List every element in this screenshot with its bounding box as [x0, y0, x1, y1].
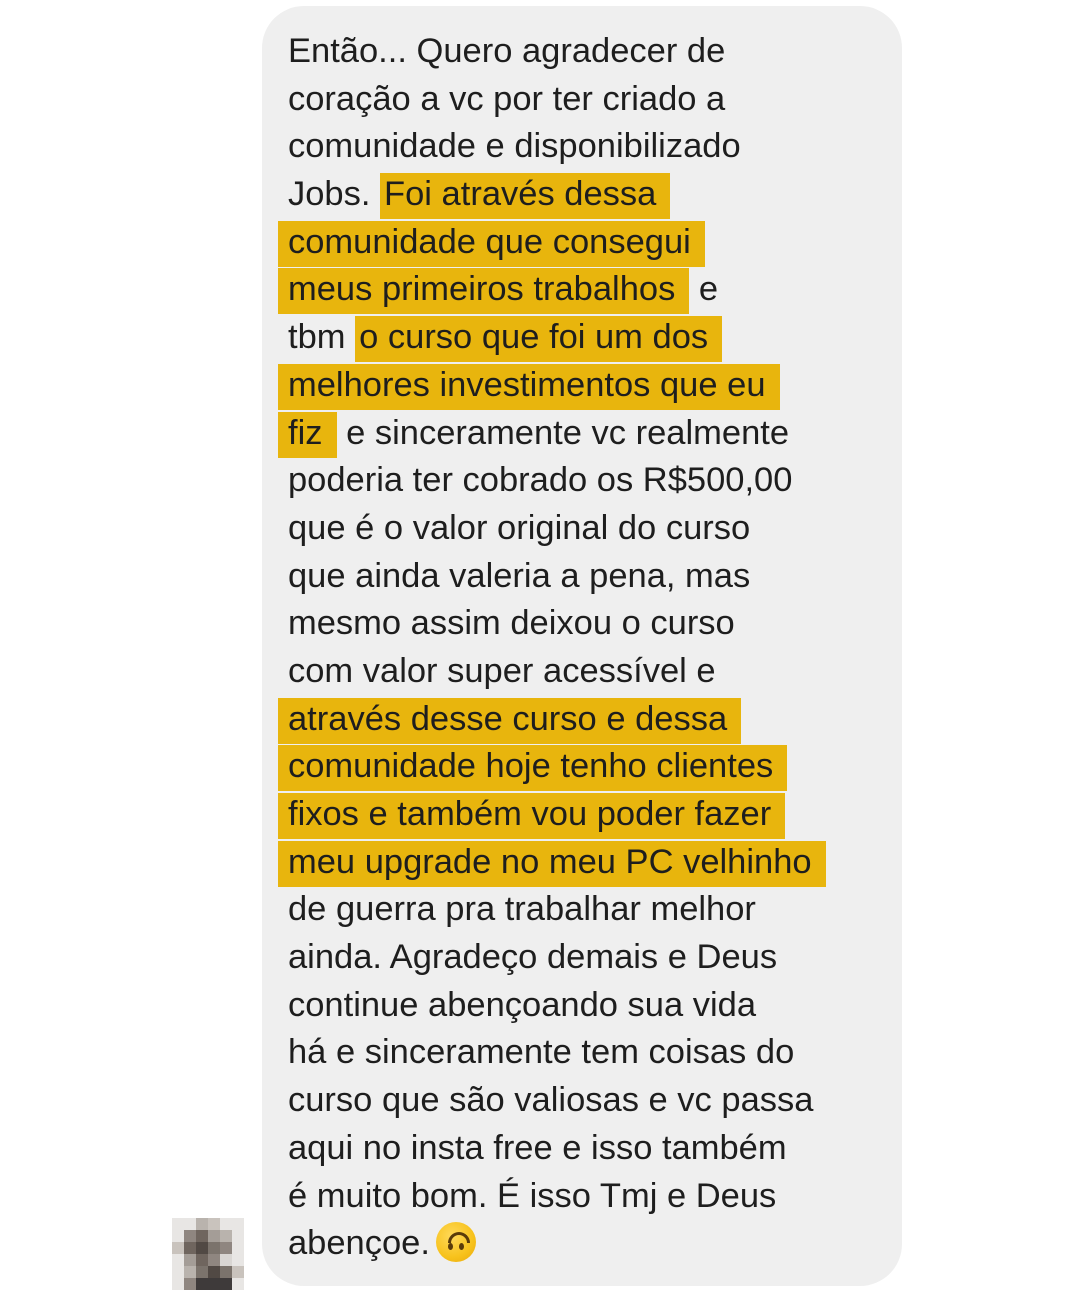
message-line	[288, 553, 826, 601]
message-text-segment: coração a vc por ter criado a	[288, 79, 726, 118]
upside-down-smiley-icon	[436, 1222, 476, 1262]
highlighted-text: fiz	[278, 412, 337, 458]
message-line	[288, 1220, 826, 1268]
message-line	[288, 982, 826, 1030]
message-line	[288, 600, 826, 648]
message-text-segment: curso que são valiosas e vc passa	[288, 1081, 814, 1120]
message-text-segment: com valor super acessível e	[288, 651, 716, 690]
message-text-segment: poderia ter cobrado os R$500,00	[288, 461, 793, 500]
message-text-segment: Então... Quero agradecer de	[288, 32, 726, 70]
message-line	[288, 1077, 826, 1125]
message-line	[288, 410, 826, 458]
message-line	[288, 1173, 826, 1221]
message-line	[288, 457, 826, 505]
highlighted-text: o curso que foi um dos	[355, 316, 722, 362]
highlighted-text: melhores investimentos que eu	[278, 364, 780, 410]
highlighted-text: através desse curso e dessa	[278, 698, 741, 744]
highlighted-text: meus primeiros trabalhos	[278, 268, 689, 314]
message-text-segment: e	[689, 270, 719, 309]
highlighted-text: fixos e também vou poder fazer	[278, 793, 785, 839]
message-line	[288, 934, 826, 982]
message-line	[288, 28, 826, 76]
message-line	[288, 266, 826, 314]
message-line	[288, 362, 826, 410]
message-text-segment: continue abençoando sua vida	[288, 985, 757, 1024]
message-line	[288, 743, 826, 791]
message-text-segment: ainda. Agradeço demais e Deus	[288, 938, 778, 977]
message-text-segment: abençoe.	[288, 1224, 430, 1263]
message-text-segment: é muito bom. É isso Tmj e Deus	[288, 1176, 777, 1215]
highlighted-text: meu upgrade no meu PC velhinho	[278, 841, 826, 887]
message-line	[288, 76, 826, 124]
message-line	[288, 1125, 826, 1173]
message-text-segment: mesmo assim deixou o curso	[288, 604, 735, 643]
message-line	[288, 648, 826, 696]
highlighted-text: comunidade hoje tenho clientes	[278, 745, 787, 791]
message-line	[288, 791, 826, 839]
message-line	[288, 1029, 826, 1077]
message-line	[288, 314, 826, 362]
message-line	[288, 219, 826, 267]
message-line	[288, 171, 826, 219]
message-text-segment: que é o valor original do curso	[288, 508, 751, 547]
message-text-segment: aqui no insta free e isso também	[288, 1128, 787, 1167]
message-text-segment: que ainda valeria a pena, mas	[288, 556, 751, 595]
message-text-segment: tbm	[288, 318, 356, 357]
message-line	[288, 696, 826, 744]
message-text-segment: Jobs.	[288, 175, 381, 214]
highlighted-text: Foi através dessa	[380, 173, 670, 219]
highlighted-text: comunidade que consegui	[278, 221, 705, 267]
avatar[interactable]	[172, 1218, 244, 1290]
message-text-segment: de guerra pra trabalhar melhor	[288, 890, 756, 929]
message-line	[288, 505, 826, 553]
message-text	[288, 28, 826, 1268]
message-text-segment: há e sinceramente tem coisas do	[288, 1033, 795, 1072]
message-line	[288, 839, 826, 887]
message-line	[288, 886, 826, 934]
message-text-segment: comunidade e disponibilizado	[288, 127, 741, 166]
message-line	[288, 123, 826, 171]
message-text-segment: e sinceramente vc realmente	[336, 413, 790, 452]
